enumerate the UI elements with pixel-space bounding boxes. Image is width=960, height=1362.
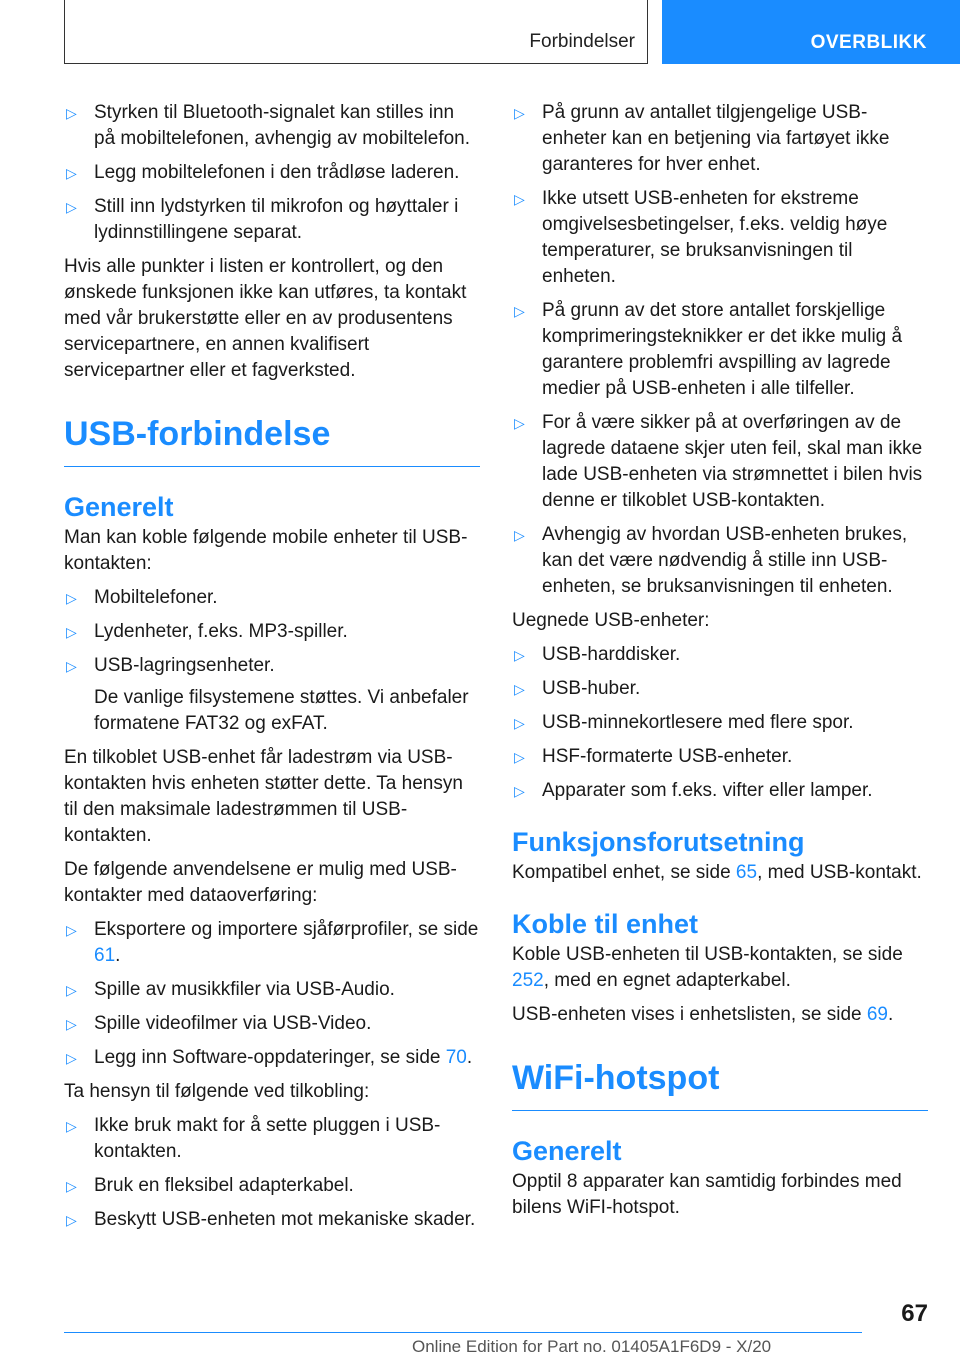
- triangle-bullet-icon: ▷: [66, 590, 77, 606]
- list-item: ▷ Avhengig av hvordan USB-enheten brukes, kan det være nødvendig å stille inn USB-enheten, se bruksanvisningen til enheten.: [514, 524, 908, 597]
- devices-note: De vanlige filsystemene støttes. Vi anbefaler formatene FAT32 og exFAT.: [94, 687, 469, 734]
- triangle-bullet-icon: ▷: [66, 165, 77, 181]
- paragraph-connect: Man kan koble følgende mobile enheter til USB-kontakten:: [64, 527, 468, 574]
- triangle-bullet-icon: ▷: [514, 191, 525, 207]
- list-item: ▷ For å være sikker på at overføringen av de lagrede dataene skjer uten feil, skal man ikke lade USB-enheten via strømnettet i bilen hvis denne er tilkoblet USB-kontakten.: [514, 412, 923, 511]
- footer-edition: Online Edition for Part no. 01405A1F6D9 - X/20: [412, 1337, 772, 1356]
- list-item: ▷ Ikke utsett USB-enheten for ekstreme omgivelsesbetingelser, f.eks. veldig høye temperaturer, se bruksanvisningen til enheten.: [514, 188, 888, 287]
- paragraph-device-list: USB-enheten vises i enhetslisten, se side 69.: [512, 1004, 894, 1025]
- page-link-69[interactable]: 69: [866, 1004, 888, 1025]
- page-number: 67: [901, 1300, 928, 1327]
- list-item: ▷ HSF-formaterte USB-enheter.: [512, 744, 928, 770]
- triangle-bullet-icon: ▷: [66, 1212, 77, 1228]
- header-section-box: [64, 0, 648, 64]
- header-section-title: Forbindelser: [529, 31, 635, 52]
- list-item: ▷ Still inn lydstyrken til mikrofon og høyttaler i lydinnstillingene separat.: [66, 196, 459, 243]
- heading-funksjonsforutsetning: Funksjonsforutsetning: [512, 827, 805, 857]
- list-item: ▷ På grunn av det store antallet forskjellige komprimeringsteknikker er det ikke mulig å garantere problemfri avspilling av lagrede medier på USB-enheten i alle tilfeller.: [514, 300, 903, 399]
- heading-generelt-usb: Generelt: [64, 492, 174, 522]
- list-item: ▷ Beskytt USB-enheten mot mekaniske skader.: [64, 1207, 480, 1233]
- footer-divider: [64, 1332, 862, 1333]
- page-link-252[interactable]: 252: [512, 970, 544, 991]
- list-item: ▷ USB-lagringsenheter.: [64, 653, 480, 679]
- triangle-bullet-icon: ▷: [514, 715, 525, 731]
- triangle-bullet-icon: ▷: [514, 105, 525, 121]
- triangle-bullet-icon: ▷: [514, 527, 525, 543]
- triangle-bullet-icon: ▷: [514, 749, 525, 765]
- list-item: ▷ Ikke bruk makt for å sette pluggen i USB-kontakten.: [66, 1115, 441, 1162]
- triangle-bullet-icon: ▷: [66, 658, 77, 674]
- triangle-bullet-icon: ▷: [66, 199, 77, 215]
- list-item: ▷ Mobiltelefoner.: [64, 585, 480, 611]
- paragraph-uses: De følgende anvendelsene er mulig med USB-kontakter med dataoverføring:: [64, 859, 457, 906]
- paragraph-func: Kompatibel enhet, se side 65, med USB-kontakt.: [512, 862, 922, 883]
- list-item: ▷ USB-minnekortlesere med flere spor.: [512, 710, 928, 736]
- left-column: [64, 100, 480, 1241]
- list-item: ▷ Styrken til Bluetooth-signalet kan stilles inn på mobiltelefonen, avhengig av mobiltelefon.: [66, 102, 471, 149]
- list-item: ▷ Apparater som f.eks. vifter eller lamper.: [512, 778, 928, 804]
- list-item: ▷ Spille videofilmer via USB-Video.: [64, 1011, 480, 1037]
- list-item: ▷ USB-harddisker.: [512, 642, 928, 668]
- list-item: ▷ Spille av musikkfiler via USB-Audio.: [64, 977, 480, 1003]
- list-item: ▷ Legg inn Software-oppdateringer, se side 70.: [64, 1045, 480, 1071]
- triangle-bullet-icon: ▷: [66, 982, 77, 998]
- heading-wifi-hotspot: WiFi-hotspot: [512, 1056, 928, 1111]
- list-item: ▷ Eksportere og importere sjåførprofiler, se side 61.: [66, 919, 479, 966]
- triangle-bullet-icon: ▷: [66, 1118, 77, 1134]
- list-item: ▷ USB-huber.: [512, 676, 928, 702]
- heading-usb: USB-forbindelse: [64, 412, 480, 467]
- triangle-bullet-icon: ▷: [66, 624, 77, 640]
- triangle-bullet-icon: ▷: [66, 1016, 77, 1032]
- header-chapter-tab[interactable]: [662, 0, 960, 64]
- triangle-bullet-icon: ▷: [66, 1178, 77, 1194]
- list-item: ▷ Bruk en fleksibel adapterkabel.: [64, 1173, 480, 1199]
- list-item: ▷ Lydenheter, f.eks. MP3-spiller.: [64, 619, 480, 645]
- right-column: [512, 100, 928, 1229]
- list-item: ▷ På grunn av antallet tilgjengelige USB-enheter kan en betjening via fartøyet ikke garanteres for hver enhet.: [514, 102, 890, 175]
- heading-generelt-wifi: Generelt: [512, 1136, 622, 1166]
- triangle-bullet-icon: ▷: [66, 1050, 77, 1066]
- paragraph-note: Ta hensyn til følgende ved tilkobling:: [64, 1081, 370, 1102]
- list-item: ▷ Legg mobiltelefonen i den trådløse laderen.: [64, 160, 480, 186]
- paragraph-check: Hvis alle punkter i listen er kontrollert, og den ønskede funksjonen ikke kan utføres, ta kontakt med vår brukerstøtte eller en av produsentens servicepartnere, en annen kvalifisert servicepartner eller et fagverksted.: [64, 256, 467, 381]
- heading-koble-til-enhet: Koble til enhet: [512, 909, 699, 939]
- triangle-bullet-icon: ▷: [514, 681, 525, 697]
- page-link-70[interactable]: 70: [445, 1047, 467, 1068]
- triangle-bullet-icon: ▷: [514, 415, 525, 431]
- triangle-bullet-icon: ▷: [514, 647, 525, 663]
- paragraph-koble: Koble USB-enheten til USB-kontakten, se side 252, med en egnet adapterkabel.: [512, 944, 903, 991]
- paragraph-charge: En tilkoblet USB-enhet får ladestrøm via USB-kontakten hvis enheten støtter dette. Ta hensyn til den maksimale ladestrømmen til USB-kontakten.: [64, 747, 463, 846]
- paragraph-unsuitable: Uegnede USB-enheter:: [512, 610, 710, 631]
- page-link-61[interactable]: 61: [94, 945, 116, 966]
- header-chapter-title: OVERBLIKK: [810, 32, 927, 53]
- triangle-bullet-icon: ▷: [514, 783, 525, 799]
- triangle-bullet-icon: ▷: [66, 922, 77, 938]
- triangle-bullet-icon: ▷: [514, 303, 525, 319]
- triangle-bullet-icon: ▷: [66, 105, 77, 121]
- page-link-65[interactable]: 65: [735, 862, 758, 883]
- paragraph-wifi: Opptil 8 apparater kan samtidig forbindes med bilens WiFI-hotspot.: [512, 1171, 902, 1218]
